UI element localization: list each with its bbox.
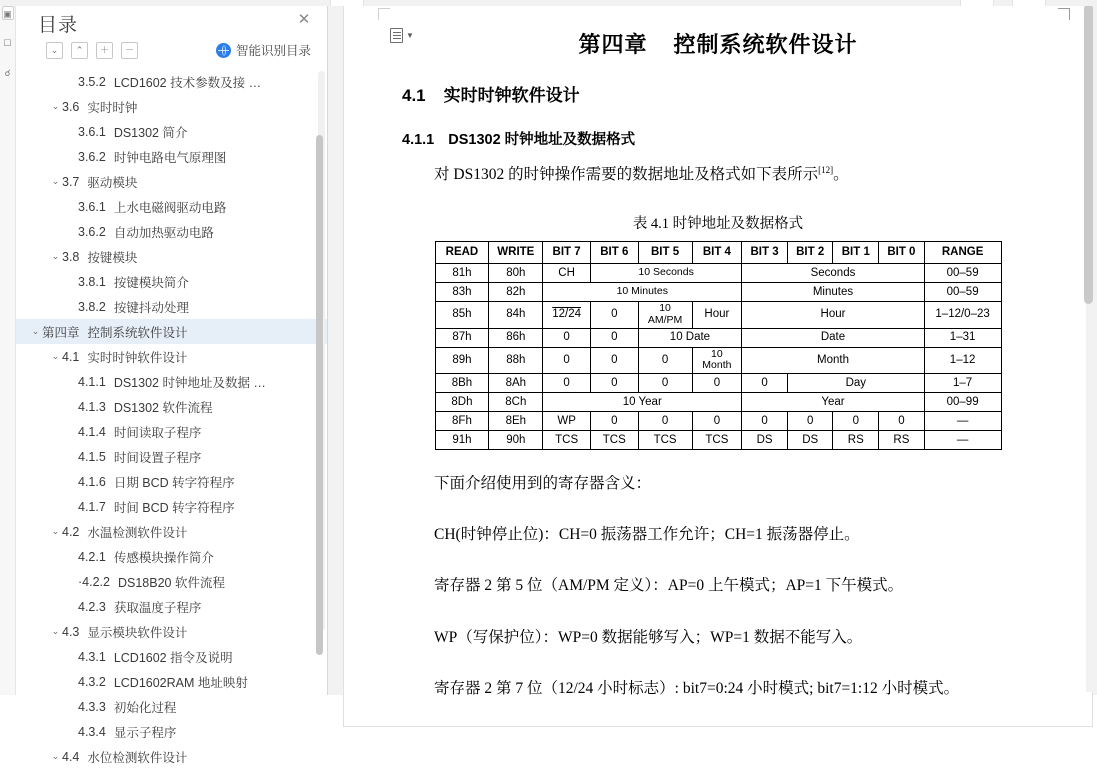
paragraph-ch-bit: CH(时钟停止位)：CH=0 振荡器工作允许；CH=1 振荡器停止。 <box>434 526 860 544</box>
table-cell-range: — <box>924 431 1001 450</box>
tree-spacer <box>65 652 78 661</box>
ruler-tick <box>960 0 994 6</box>
table-cell-range: 1–31 <box>924 328 1001 347</box>
outline-item[interactable] <box>16 69 327 94</box>
table-cell: 0 <box>590 412 638 431</box>
tree-spacer <box>65 152 78 161</box>
outline-item[interactable] <box>16 294 327 319</box>
table-cell: 0 <box>742 412 788 431</box>
outline-item[interactable] <box>16 644 327 669</box>
table-cell: 12/24 <box>543 302 591 329</box>
table-cell-write: 86h <box>489 328 543 347</box>
outline-item-label: 初始化过程 <box>113 700 177 715</box>
tree-spacer <box>65 552 78 561</box>
tree-spacer <box>65 677 78 686</box>
table-cell-range: 1–7 <box>924 374 1001 393</box>
table-cell: TCS <box>638 431 692 450</box>
outline-item[interactable] <box>16 669 327 694</box>
outline-item-label: 控制系统软件设计 <box>87 325 188 340</box>
table-cell: DS <box>787 431 833 450</box>
table-cell: CH <box>543 264 591 283</box>
table-cell: 0 <box>638 412 692 431</box>
chevron-down-icon[interactable]: ⌄ <box>51 351 60 361</box>
outline-item-number: 4.2.3 <box>78 599 106 614</box>
table-cell: Hour <box>742 302 924 329</box>
outline-item-label: 水温检测软件设计 <box>87 525 188 540</box>
outline-item-label: 按键模块 <box>87 250 138 265</box>
tree-spacer <box>65 477 78 486</box>
citation-marker: [12] <box>818 164 834 175</box>
outline-item-label: 显示模块软件设计 <box>87 625 188 640</box>
expand-level-button[interactable]: ＋ <box>96 42 113 59</box>
outline-item-number: 3.6.1 <box>78 124 106 139</box>
table-row <box>435 393 1001 412</box>
table-cell-range: 00–99 <box>924 393 1001 412</box>
table-cell-read: 83h <box>435 283 489 302</box>
outline-item[interactable] <box>16 719 327 744</box>
table-cell: 0 <box>879 412 925 431</box>
table-column-header: READ <box>435 242 489 264</box>
outline-item-label: 日期 BCD 转字符程序 <box>113 475 235 490</box>
outline-item-number: 4.1.5 <box>78 449 106 464</box>
table-cell: TCS <box>692 431 742 450</box>
chevron-down-icon[interactable]: ⌄ <box>51 176 60 186</box>
outline-item-label: 按键模块简介 <box>113 275 189 290</box>
chapter-number: 第四章 <box>578 32 648 57</box>
outline-item-label: 时间读取子程序 <box>113 425 202 440</box>
table-cell-write: 8Ah <box>489 374 543 393</box>
outline-item-number: 4.2 <box>62 524 80 539</box>
table-cell: Seconds <box>742 264 924 283</box>
outline-item-number: ·4.2.2 <box>78 574 110 589</box>
table-column-header: RANGE <box>924 242 1001 264</box>
section-number: 4.1 <box>402 86 426 105</box>
subsection-heading <box>402 128 1034 149</box>
table-cell-read: 87h <box>435 328 489 347</box>
table-caption: 表 4.1 时钟地址及数据格式 <box>632 216 804 233</box>
table-cell-read: 85h <box>435 302 489 329</box>
outline-item[interactable] <box>16 744 327 769</box>
chevron-down-icon[interactable]: ⌄ <box>51 526 60 536</box>
outline-item-number: 4.1.6 <box>78 474 106 489</box>
table-cell: RS <box>879 431 925 450</box>
tree-spacer <box>65 727 78 736</box>
table-cell-read: 81h <box>435 264 489 283</box>
chevron-down-icon[interactable]: ⌄ <box>51 626 60 636</box>
table-cell-write: 8Ch <box>489 393 543 412</box>
table-cell-read: 8Fh <box>435 412 489 431</box>
outline-item-label: 实时时钟 <box>87 100 138 115</box>
paragraph-register-intro: 下面介绍使用到的寄存器含义： <box>434 475 652 493</box>
table-column-header: BIT 0 <box>879 242 925 264</box>
table-cell-write: 90h <box>489 431 543 450</box>
table-column-header: BIT 1 <box>833 242 879 264</box>
outline-item[interactable] <box>16 394 327 419</box>
chevron-down-icon[interactable]: ⌄ <box>51 251 60 261</box>
document-scrollbar-track[interactable] <box>1086 2 1095 692</box>
outline-scrollbar-thumb[interactable] <box>316 135 323 655</box>
document-viewport[interactable] <box>328 0 1097 695</box>
subsection-number: 4.1.1 <box>402 132 435 148</box>
left-icon-rail <box>0 0 16 695</box>
table-row <box>435 283 1001 302</box>
outline-item-number: 3.6.2 <box>78 224 106 239</box>
outline-item-label: 时钟电路电气原理图 <box>113 150 227 165</box>
tree-spacer <box>65 502 78 511</box>
table-cell: 0 <box>590 302 638 329</box>
intro-text: 对 DS1302 的时钟操作需要的数据地址及格式如下表所示 <box>434 166 819 183</box>
outline-item-label: 驱动模块 <box>87 175 138 190</box>
tree-spacer <box>65 277 78 286</box>
table-cell: Minutes <box>742 283 924 302</box>
table-row <box>435 412 1001 431</box>
table-cell: WP <box>543 412 591 431</box>
tree-spacer <box>65 427 78 436</box>
chapter-title: 控制系统软件设计 <box>673 32 858 57</box>
outline-item[interactable] <box>16 194 327 219</box>
intro-period: 。 <box>833 166 849 183</box>
outline-item-label: 时间设置子程序 <box>113 450 202 465</box>
outline-item[interactable] <box>16 494 327 519</box>
tree-spacer <box>65 202 78 211</box>
outline-item[interactable] <box>16 694 327 719</box>
page-title: 目录 <box>38 15 79 36</box>
table-cell: 0 <box>590 328 638 347</box>
outline-item[interactable] <box>16 144 327 169</box>
comment-icon[interactable]: ☐ <box>3 38 12 48</box>
table-cell-read: 8Bh <box>435 374 489 393</box>
table-cell: 0 <box>833 412 879 431</box>
collapse-level-button[interactable]: － <box>121 42 138 59</box>
close-icon[interactable]: ✕ <box>297 11 311 28</box>
outline-item-number: 3.6 <box>62 99 80 114</box>
outline-item-label: 传感模块操作简介 <box>113 550 214 565</box>
outline-item-number: 3.6.2 <box>78 149 106 164</box>
outline-item[interactable] <box>16 344 327 369</box>
outline-item[interactable] <box>16 169 327 194</box>
outline-item-label: 水位检测软件设计 <box>87 750 188 765</box>
outline-item-label: 上水电磁阀驱动电路 <box>113 200 227 215</box>
tree-spacer <box>65 377 78 386</box>
outline-item[interactable] <box>16 544 327 569</box>
outline-item-number: 4.1.4 <box>78 424 106 439</box>
table-cell: Month <box>742 347 924 374</box>
table-cell: 0 <box>692 374 742 393</box>
subsection-title: DS1302 时钟地址及数据格式 <box>448 132 636 148</box>
tree-spacer <box>65 127 78 136</box>
section-title: 实时时钟软件设计 <box>443 86 580 105</box>
table-cell: 10 Minutes <box>543 283 742 302</box>
table-row <box>435 347 1001 374</box>
outline-item[interactable] <box>16 369 327 394</box>
outline-item-label: 自动加热驱动电路 <box>113 225 214 240</box>
outline-item-number: 4.4 <box>62 749 80 764</box>
table-header-row <box>435 242 1001 264</box>
outline-item-number: 4.3.1 <box>78 649 106 664</box>
table-cell-write: 84h <box>489 302 543 329</box>
top-ruler-strip <box>0 0 1097 6</box>
outline-item-number: 3.8.2 <box>78 299 106 314</box>
smart-recognize-label: 智能识别目录 <box>235 44 311 58</box>
table-cell: 0 <box>543 328 591 347</box>
chevron-down-icon: ▼ <box>406 31 414 40</box>
table-cell: 10 Date <box>638 328 742 347</box>
document-content <box>344 0 1092 702</box>
table-cell: 10 AM/PM <box>638 302 692 329</box>
table-cell: 10 Month <box>692 347 742 374</box>
smart-recognize-toc-button[interactable] <box>216 41 317 59</box>
tree-spacer <box>65 702 78 711</box>
table-column-header: BIT 2 <box>787 242 833 264</box>
table-cell: 0 <box>590 374 638 393</box>
table-row <box>435 328 1001 347</box>
paragraph-1224-bit: 寄存器 2 第 7 位（12/24 小时标志）: bit7=0:24 小时模式; bit7=1:12 小时模式。 <box>434 679 960 697</box>
table-cell-read: 91h <box>435 431 489 450</box>
outline-item-number: 4.1 <box>62 349 80 364</box>
panel-icon[interactable]: ▣ <box>2 6 14 20</box>
table-cell: Date <box>742 328 924 347</box>
tree-spacer <box>65 577 78 586</box>
table-cell: 10 Year <box>543 393 742 412</box>
table-row <box>435 374 1001 393</box>
table-cell: DS <box>742 431 788 450</box>
outline-item-label: 显示子程序 <box>113 725 177 740</box>
chevron-down-icon[interactable]: ⌄ <box>31 326 40 336</box>
table-cell-range: 1–12/0–23 <box>924 302 1001 329</box>
table-cell: RS <box>833 431 879 450</box>
outline-item-number: 4.3.4 <box>78 724 106 739</box>
ruler-tick <box>330 0 364 6</box>
table-cell-range: 1–12 <box>924 347 1001 374</box>
document-scrollbar-thumb[interactable] <box>1084 4 1093 304</box>
table-cell: 10 Seconds <box>590 264 741 283</box>
outline-item[interactable] <box>16 269 327 294</box>
outline-item[interactable] <box>16 219 327 244</box>
outline-item-label: DS1302 简介 <box>113 125 188 140</box>
outline-item-number: 3.6.1 <box>78 199 106 214</box>
outline-item-number: 4.1.7 <box>78 499 106 514</box>
table-cell: 0 <box>638 374 692 393</box>
outline-item[interactable] <box>16 619 327 644</box>
outline-item-number: 3.8.1 <box>78 274 106 289</box>
outline-item-number: 4.1.1 <box>78 374 106 389</box>
table-cell-range: 00–59 <box>924 264 1001 283</box>
table-column-header: BIT 4 <box>692 242 742 264</box>
outline-item-number: 3.5.2 <box>78 74 106 89</box>
table-cell-write: 8Eh <box>489 412 543 431</box>
outline-item-label: LCD1602 指令及说明 <box>113 650 233 665</box>
outline-toolbar <box>16 39 327 67</box>
outline-item[interactable] <box>16 519 327 544</box>
table-cell-read: 8Dh <box>435 393 489 412</box>
tree-spacer <box>65 402 78 411</box>
table-cell: 0 <box>638 347 692 374</box>
outline-item-number: 3.7 <box>62 174 80 189</box>
table-row <box>435 431 1001 450</box>
table-cell: 0 <box>692 412 742 431</box>
outline-item-number: 4.2.1 <box>78 549 106 564</box>
outline-item-label: 实时时钟软件设计 <box>87 350 188 365</box>
outline-item[interactable] <box>16 419 327 444</box>
outline-item-label: 时间 BCD 转字符程序 <box>113 500 235 515</box>
outline-item-number: 3.8 <box>62 249 80 264</box>
register-table <box>435 241 1002 450</box>
ruler-tick <box>1012 0 1046 6</box>
outline-item-label: 获取温度子程序 <box>113 600 202 615</box>
document-page <box>344 0 1092 726</box>
outline-item-number: 第四章 <box>42 325 80 340</box>
outline-item[interactable] <box>16 94 327 119</box>
tree-spacer <box>65 302 78 311</box>
table-column-header: BIT 7 <box>543 242 591 264</box>
globe-icon <box>216 43 231 58</box>
table-column-header: BIT 6 <box>590 242 638 264</box>
table-row <box>435 264 1001 283</box>
collapse-all-button[interactable]: ⌄ <box>46 42 63 59</box>
outline-item[interactable] <box>16 594 327 619</box>
table-column-header: BIT 5 <box>638 242 692 264</box>
paragraph-wp-bit: WP（写保护位）：WP=0 数据能够写入；WP=1 数据不能写入。 <box>434 628 863 646</box>
outline-item-number: 4.3 <box>62 624 80 639</box>
tree-spacer <box>65 452 78 461</box>
outline-panel <box>16 0 328 765</box>
outline-item[interactable] <box>16 244 327 269</box>
table-cell: Year <box>742 393 924 412</box>
table-cell-range: — <box>924 412 1001 431</box>
table-cell-range: 00–59 <box>924 283 1001 302</box>
outline-item[interactable] <box>16 119 327 144</box>
table-cell: 0 <box>590 347 638 374</box>
tree-spacer <box>65 77 78 86</box>
tree-spacer <box>65 602 78 611</box>
table-column-header: WRITE <box>489 242 543 264</box>
table-cell: TCS <box>543 431 591 450</box>
chapter-heading <box>402 28 1034 59</box>
outline-scrollbar-track[interactable] <box>318 71 325 631</box>
outline-item[interactable] <box>16 469 327 494</box>
table-cell-write: 88h <box>489 347 543 374</box>
outline-item-label: LCD1602RAM 地址映射 <box>113 675 248 690</box>
outline-item[interactable] <box>16 569 327 594</box>
table-cell-write: 82h <box>489 283 543 302</box>
outline-item-number: 4.3.2 <box>78 674 106 689</box>
table-cell: TCS <box>590 431 638 450</box>
paragraph-ampm-bit: 寄存器 2 第 5 位（AM/PM 定义）：AP=0 上午模式；AP=1 下午模式。 <box>434 577 904 595</box>
outline-item-label: 按键抖动处理 <box>113 300 189 315</box>
bookmark-icon[interactable]: ☌ <box>4 68 11 78</box>
intro-paragraph <box>402 161 1034 188</box>
table-cell-write: 80h <box>489 264 543 283</box>
outline-item-number: 4.1.3 <box>78 399 106 414</box>
outline-item-label: DS18B20 软件流程 <box>117 575 225 590</box>
table-cell: Hour <box>692 302 742 329</box>
tree-spacer <box>65 227 78 236</box>
section-heading <box>402 81 1034 106</box>
outline-item-label: DS1302 时钟地址及数据 … <box>113 375 266 390</box>
outline-item-label: LCD1602 技术参数及接 … <box>113 75 262 90</box>
outline-item-number: 4.3.3 <box>78 699 106 714</box>
table-row <box>435 302 1001 329</box>
table-cell: 0 <box>543 374 591 393</box>
table-column-header: BIT 3 <box>742 242 788 264</box>
chevron-down-icon[interactable]: ⌄ <box>51 101 60 111</box>
table-cell: 0 <box>543 347 591 374</box>
table-cell-read: 89h <box>435 347 489 374</box>
table-cell: 0 <box>787 412 833 431</box>
outline-item-label: DS1302 软件流程 <box>113 400 213 415</box>
outline-tree[interactable] <box>16 67 327 769</box>
table-cell: Day <box>787 374 924 393</box>
outline-item[interactable] <box>16 319 327 344</box>
promote-button[interactable]: ⌃ <box>71 42 88 59</box>
outline-item[interactable] <box>16 444 327 469</box>
chevron-down-icon[interactable]: ⌄ <box>51 751 60 761</box>
table-cell: 0 <box>742 374 788 393</box>
